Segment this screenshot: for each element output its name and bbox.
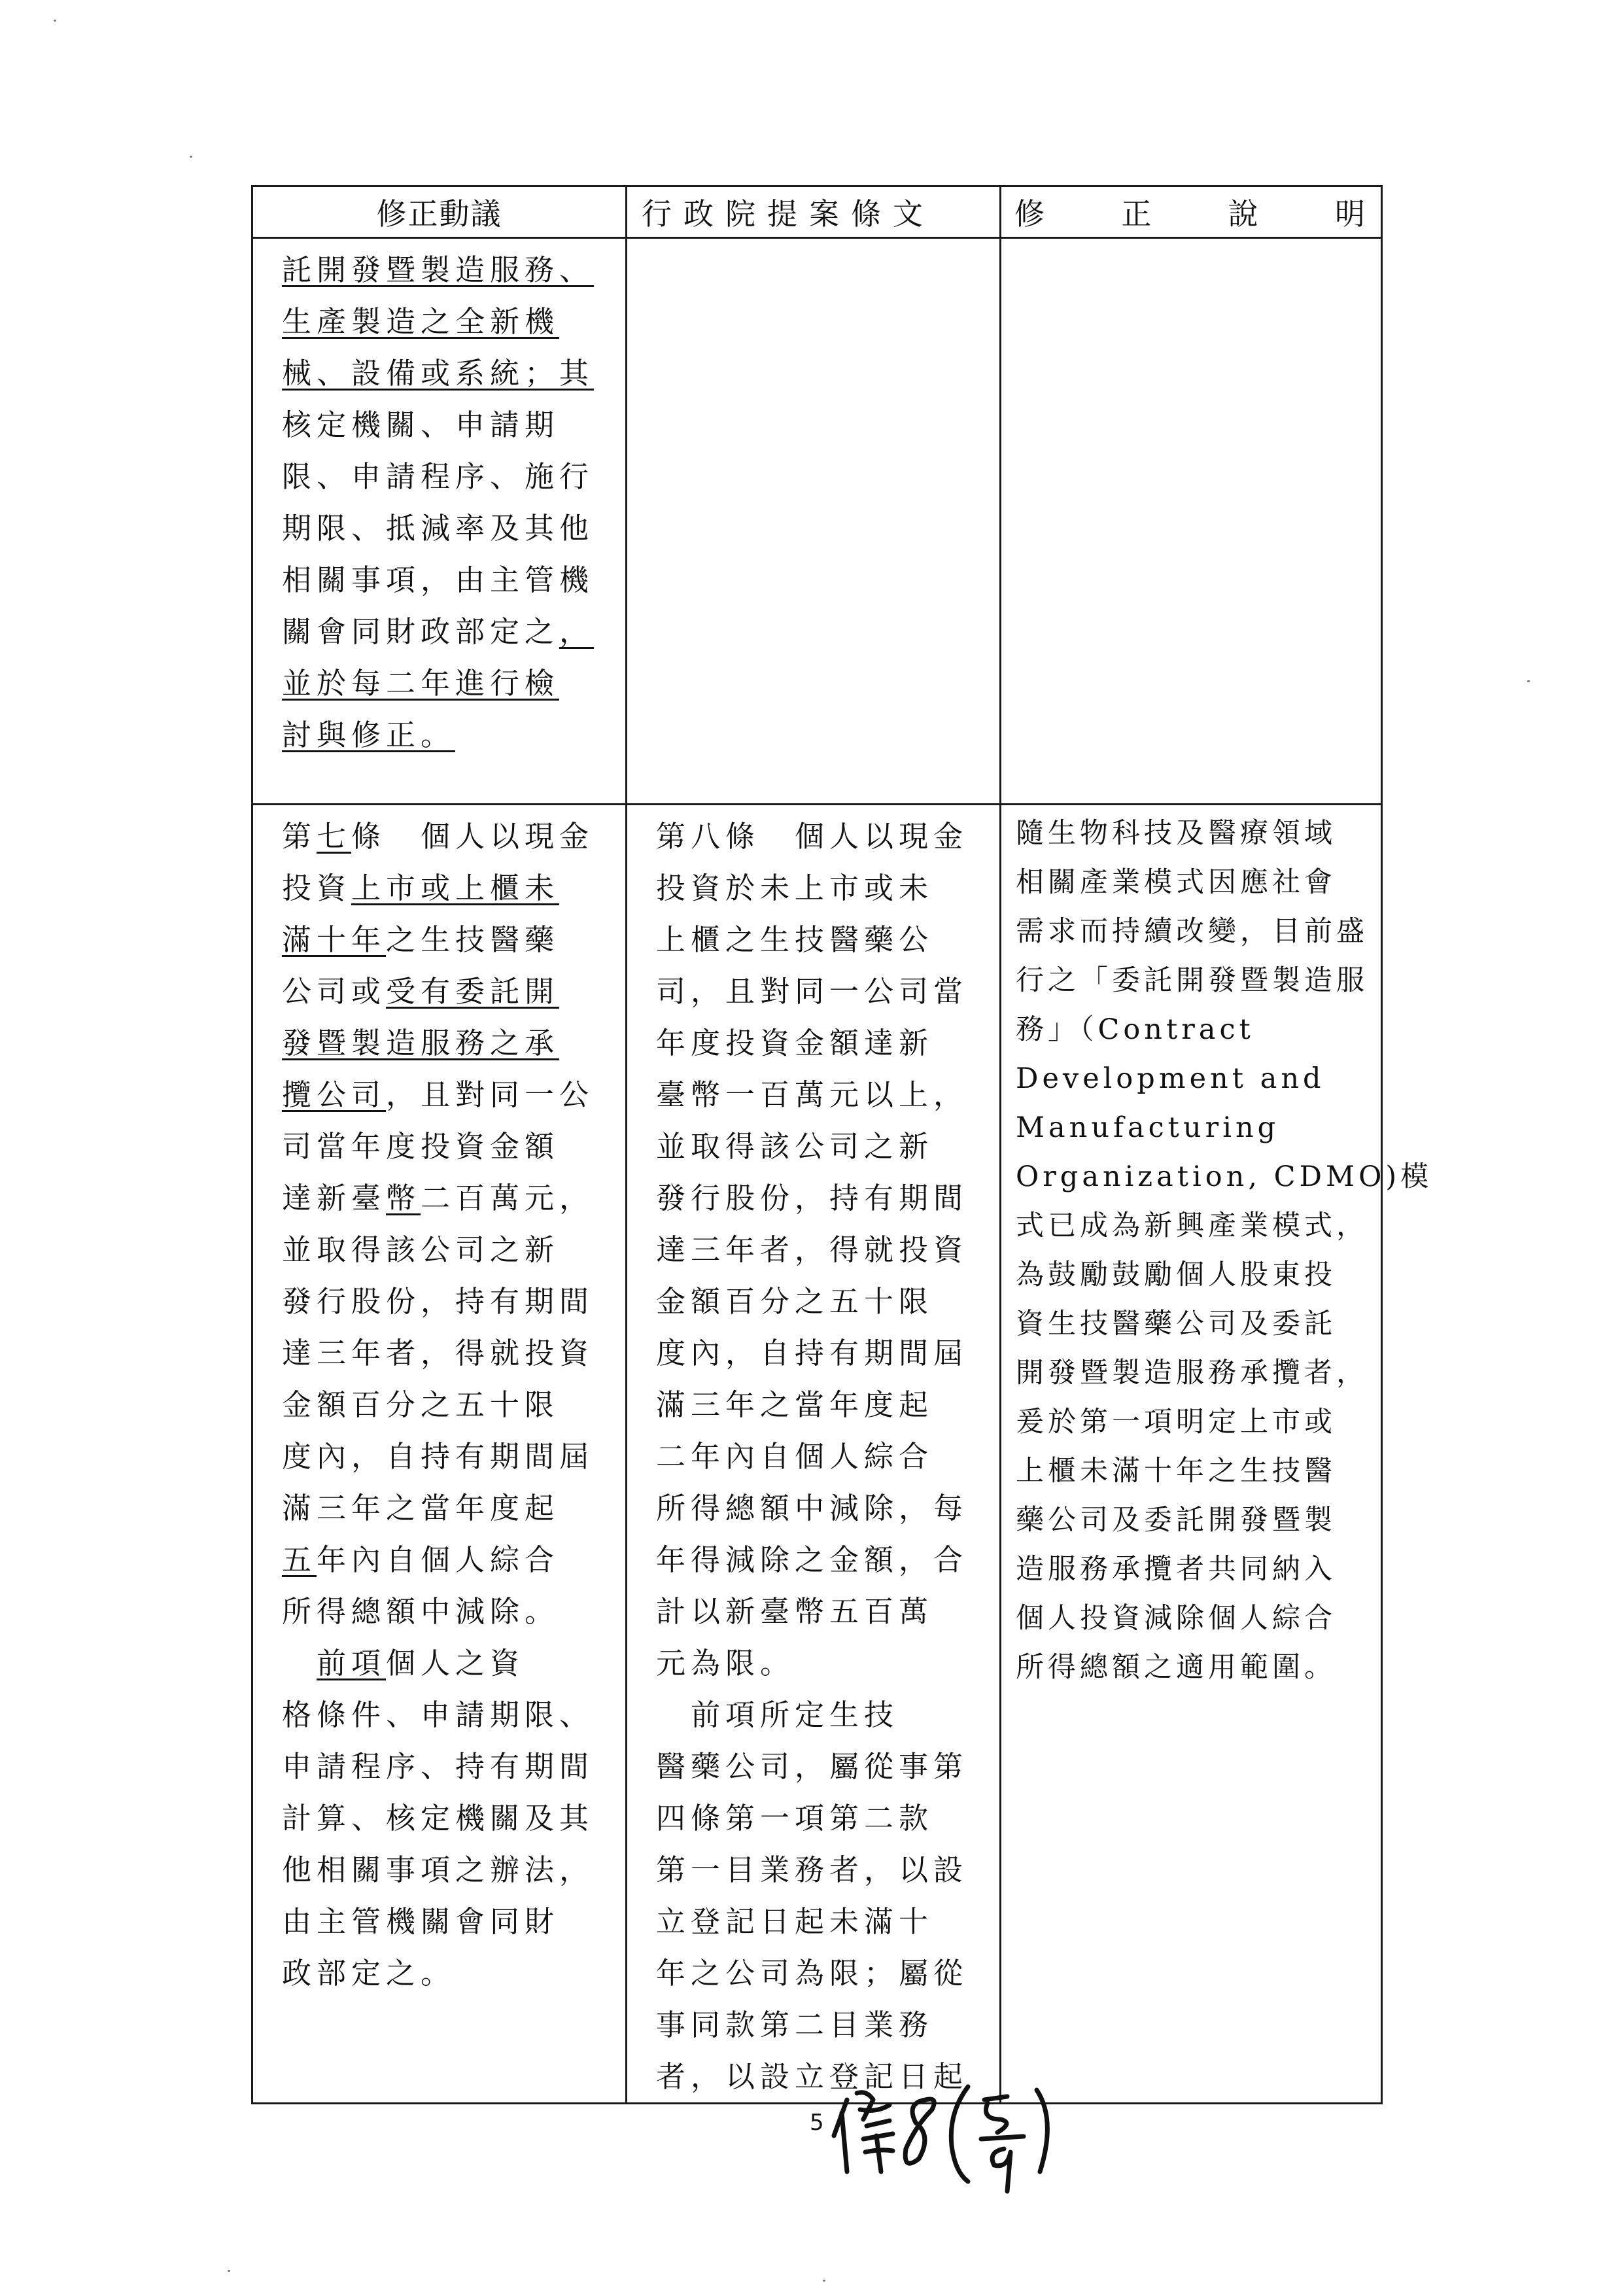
text-line: 開發暨製造服務承攬者， [1016,1357,1368,1389]
text-line: 滿三年之當年度起 [282,1491,560,1525]
text-line: 由主管機關會同財 [282,1904,560,1939]
text-line: Manufacturing [1016,1111,1280,1144]
row2-explanation-cell [1001,805,1433,2104]
row2-executive-text [627,805,999,2102]
table-header-row [252,186,1382,238]
text-line: 金額百分之五十限 [282,1387,560,1422]
text-line: 者，以設立登記日起 [656,2059,969,2094]
text-line: 臺幣一百萬元以上， [656,1077,969,1112]
text-line: 第一目業務者，以設 [656,1852,969,1887]
text-line: 託開發暨製造服務、 [282,252,595,287]
text-line: 度內，自持有期間屆 [282,1439,595,1474]
text-line: 並取得該公司之新 [656,1129,934,1164]
text-line: 爰於第一項明定上市或 [1016,1406,1336,1438]
table-row [252,238,1382,805]
row2-executive-cell [627,805,1001,2104]
scan-speck [1527,680,1530,682]
text-line: 達新臺幣二百萬元， [282,1181,595,1215]
text-line: 並於每二年進行檢 [282,666,560,701]
text-line: 第七條 個人以現金 [282,819,595,854]
row1-executive-cell [627,238,1001,805]
text-line: 達三年者，得就投資 [282,1336,595,1370]
row2-explanation-text [1001,805,1433,1692]
text-line: 攬公司，且對同一公 [282,1077,595,1112]
text-line: 資生技醫藥公司及委託 [1016,1308,1336,1340]
text-line: 達三年者，得就投資 [656,1232,969,1267]
text-line: 發暨製造服務之承 [282,1026,560,1060]
text-line: 滿十年之生技醫藥 [282,922,560,957]
text-line: 年之公司為限；屬從 [656,1956,969,1991]
text-line: 立登記日起未滿十 [656,1904,934,1939]
row2-amendment-text [253,805,625,1999]
text-line: 械、設備或系統；其 [282,356,595,391]
scan-speck [228,2270,230,2272]
text-line: 上櫃之生技醫藥公 [656,922,934,957]
text-line: 所得總額中減除。 [282,1594,560,1629]
text-line: 前項個人之資 [317,1646,525,1680]
header-explanation: 修 正 說 明 [1001,186,1382,238]
text-line: 年得減除之金額，合 [656,1542,969,1577]
text-line: 關會同財政部定之， [282,614,595,649]
text-line: 發行股份，持有期間 [656,1181,969,1215]
text-line: 核定機關、申請期 [282,408,560,442]
comparison-table [251,185,1433,2104]
text-line: Organization, CDMO)模 [1016,1160,1433,1193]
text-line: 所得總額之適用範圍。 [1016,1651,1336,1684]
text-line: 他相關事項之辦法， [282,1852,595,1887]
text-line: 討與修正。 [282,718,456,752]
text-line: 投資上市或上櫃未 [282,871,560,905]
header-amendment: 修正動議 [252,186,627,238]
handwritten-annotation-icon [827,2074,1102,2198]
text-line: 期限、抵減率及其他 [282,511,595,546]
text-line: 司當年度投資金額 [282,1129,560,1164]
header-executive-yuan: 行政院提案條文 [627,186,1001,238]
text-line: 為鼓勵鼓勵個人股東投 [1016,1259,1336,1291]
text-line: 年度投資金額達新 [656,1026,934,1060]
text-line: 限、申請程序、施行 [282,459,595,494]
text-line: 並取得該公司之新 [282,1232,560,1267]
text-line: 公司或受有委託開 [282,974,560,1009]
row1-explanation-cell [1001,238,1382,805]
text-line: 需求而持續改變，目前盛 [1016,915,1368,948]
text-line: 醫藥公司，屬從事第 [656,1749,969,1784]
text-line: 政部定之。 [282,1956,456,1991]
text-line: 隨生物科技及醫療領域 [1016,817,1336,850]
row1-amendment-text [253,239,625,761]
text-line: 事同款第二目業務 [656,2008,934,2042]
scan-speck [190,156,192,158]
text-line: 行之「委託開發暨製造服 [1016,964,1368,997]
text-line: 計算、核定機關及其 [282,1801,595,1835]
text-line: Development and [1016,1062,1325,1095]
table-row [252,805,1382,2104]
text-line: 司，且對同一公司當 [656,974,969,1009]
row1-amendment-cell [252,238,627,805]
text-line: 四條第一項第二款 [656,1801,934,1835]
text-line: 個人投資減除個人綜合 [1016,1602,1336,1635]
text-line: 投資於未上市或未 [656,871,934,905]
text-line: 二年內自個人綜合 [656,1439,934,1474]
text-line: 元為限。 [656,1646,795,1680]
scan-speck [823,2280,825,2282]
text-line: 上櫃未滿十年之生技醫 [1016,1455,1336,1487]
text-line: 五年內自個人綜合 [282,1542,560,1577]
scan-speck [54,20,56,22]
text-line: 相關事項，由主管機 [282,563,595,597]
text-line: 所得總額中減除，每 [656,1491,969,1525]
text-line: 前項所定生技 [656,1697,899,1732]
text-line: 格條件、申請期限、 [282,1697,595,1732]
text-line: 生產製造之全新機 [282,304,560,339]
page-number: 5 [810,2110,824,2136]
text-line: 發行股份，持有期間 [282,1284,595,1319]
text-line: 度內，自持有期間屆 [656,1336,969,1370]
text-line: 務」（Contract [1016,1013,1254,1046]
text-line: 滿三年之當年度起 [656,1387,934,1422]
text-line: 第八條 個人以現金 [656,819,969,854]
row2-amendment-cell [252,805,627,2104]
text-line: 藥公司及委託開發暨製 [1016,1504,1336,1537]
text-line: 計以新臺幣五百萬 [656,1594,934,1629]
text-line: 申請程序、持有期間 [282,1749,595,1784]
text-line: 金額百分之五十限 [656,1284,934,1319]
text-line: 相關產業模式因應社會 [1016,866,1336,899]
text-line: 式已成為新興產業模式， [1016,1209,1368,1242]
text-line: 造服務承攬者共同納入 [1016,1553,1336,1586]
